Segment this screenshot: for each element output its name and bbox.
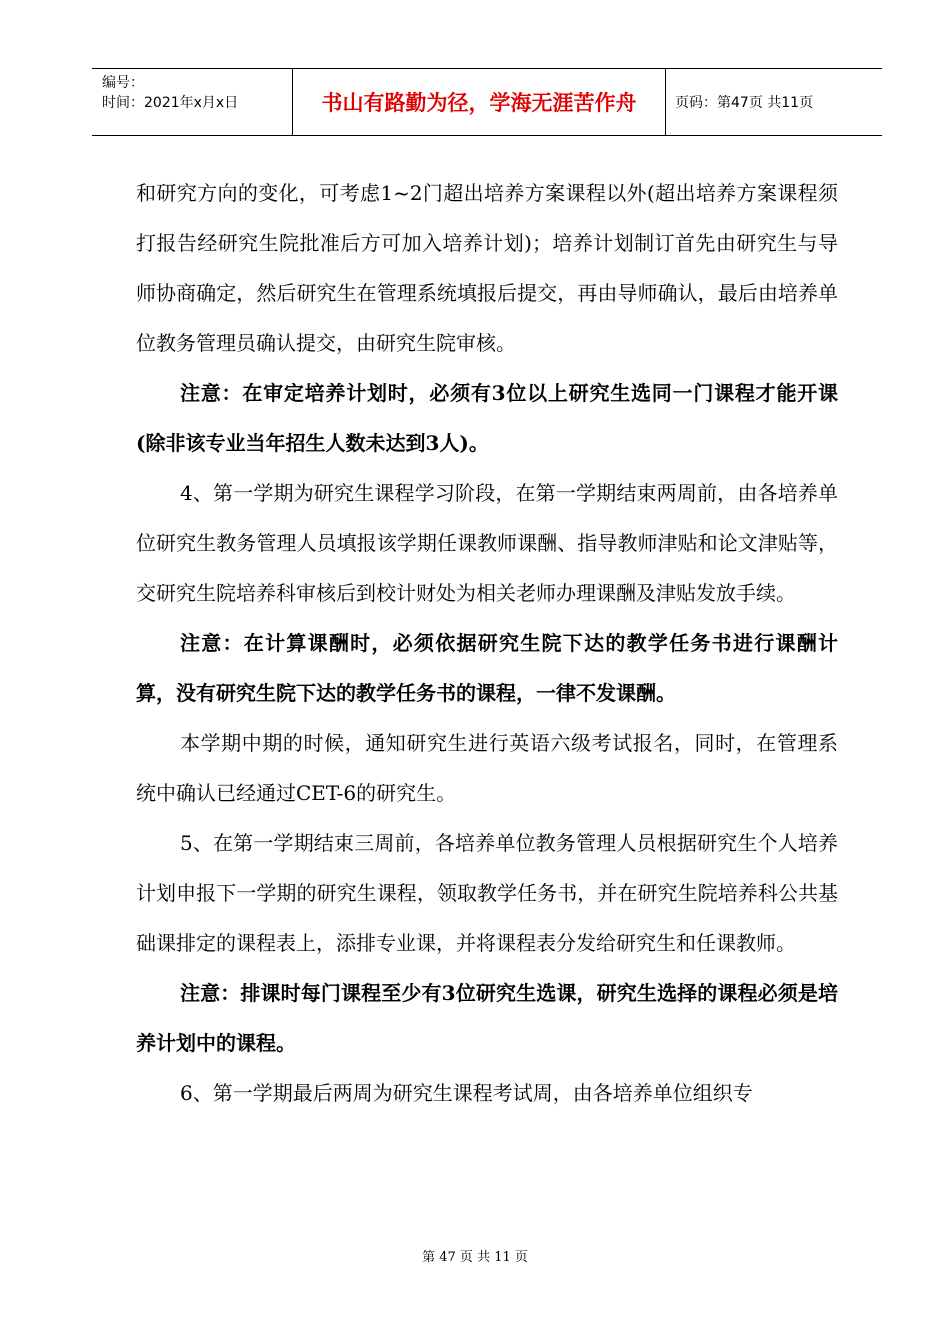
doc-code-label: 编号：	[102, 75, 144, 91]
paragraph: 本学期中期的时候，通知研究生进行英语六级考试报名，同时，在管理系统中确认已经通过CET-6的研究生。	[136, 731, 838, 805]
note-paragraph: 注意：在计算课酬时，必须依据研究生院下达的教学任务书进行课酬计算，没有研究生院下达的教学任务书的课程，一律不发课酬。	[136, 631, 838, 705]
paragraph: 和研究方向的变化，可考虑1~2门超出培养方案课程以外(超出培养方案课程须打报告经研究生院批准后方可加入培养计划)；培养计划制订首先由研究生与导师协商确定，然后研究生在管理系统填报后提交，再由导师确认，最后由培养单位教务管理员确认提交，由研究生院审核。	[136, 181, 838, 355]
page-footer: 第 47 页 共 11 页	[422, 1250, 528, 1265]
doc-time-label: 时间：2021年x月x日	[102, 95, 239, 111]
paragraph: 5、在第一学期结束三周前，各培养单位教务管理人员根据研究生个人培养计划申报下一学期的研究生课程，领取教学任务书，并在研究生院培养科公共基础课排定的课程表上，添排专业课，并将课程表分发给研究生和任课教师。	[136, 831, 838, 955]
paragraph: 4、第一学期为研究生课程学习阶段，在第一学期结束两周前，由各培养单位研究生教务管理人员填报该学期任课教师课酬、指导教师津贴和论文津贴等，交研究生院培养科审核后到校计财处为相关老师办理课酬及津贴发放手续。	[136, 481, 838, 605]
header-motto: 书山有路勤为径，学海无涯苦作舟	[321, 91, 637, 115]
paragraph: 6、第一学期最后两周为研究生课程考试周，由各培养单位组织专	[180, 1081, 753, 1105]
header-divider	[665, 69, 666, 135]
page-header	[92, 68, 882, 136]
document-body	[136, 168, 838, 1118]
header-page-info: 页码：第47页 共11页	[675, 95, 814, 111]
note-paragraph: 注意：排课时每门课程至少有3位研究生选课，研究生选择的课程必须是培养计划中的课程。	[136, 981, 838, 1055]
header-meta	[102, 73, 292, 113]
note-paragraph: 注意：在审定培养计划时，必须有3位以上研究生选同一门课程才能开课(除非该专业当年招生人数未达到3人)。	[136, 381, 838, 455]
